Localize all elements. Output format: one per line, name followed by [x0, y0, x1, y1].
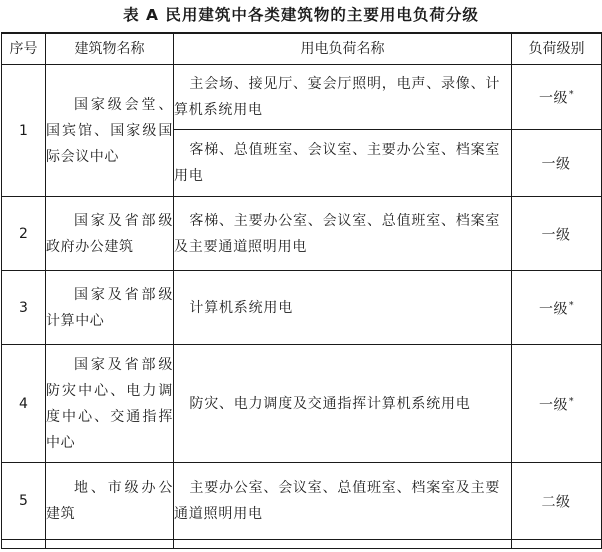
load-name-text: 客梯、总值班室、会议室、主要办公室、档案室用电	[174, 142, 501, 184]
table-row	[2, 271, 602, 345]
load-name	[174, 65, 512, 130]
row-no: 5	[2, 463, 46, 540]
load-name-text: 客梯、主要办公室、会议室、总值班室、档案室及主要通道照明用电	[174, 212, 501, 255]
level-mark: *	[569, 396, 574, 407]
load-level	[512, 65, 602, 130]
load-level-text: 一级	[539, 90, 568, 107]
load-name-text: 计算机系统用电	[189, 299, 293, 316]
load-name	[174, 271, 512, 345]
row-no: 4	[2, 345, 46, 463]
empty-cell	[512, 540, 602, 549]
header-load: 用电负荷名称	[174, 33, 512, 65]
table-row	[2, 65, 602, 130]
load-name-text: 主会场、接见厅、宴会厅照明，电声、录像、计算机系统用电	[174, 76, 501, 118]
load-level	[512, 463, 602, 540]
load-level-text: 一级	[541, 227, 571, 244]
table-row	[2, 463, 602, 540]
load-level-text: 二级	[541, 494, 571, 511]
table-caption: 表 A 民用建筑中各类建筑物的主要用电负荷分级	[123, 6, 479, 24]
load-name	[174, 463, 512, 540]
load-level	[512, 345, 602, 463]
level-mark: *	[569, 90, 574, 101]
building-name-text: 国家级会堂、国宾馆、国家级国际会议中心	[46, 96, 173, 165]
header-building: 建筑物名称	[46, 33, 174, 65]
table-row-continued	[2, 540, 602, 549]
load-level	[512, 271, 602, 345]
load-classification-table	[1, 32, 602, 549]
table-row	[2, 197, 602, 271]
row-no: 3	[2, 271, 46, 345]
table-row	[2, 345, 602, 463]
load-level-text: 一级	[539, 397, 568, 414]
building-name	[46, 345, 174, 463]
load-name	[174, 197, 512, 271]
load-name-text: 防灾、电力调度及交通指挥计算机系统用电	[189, 395, 471, 412]
building-name	[46, 65, 174, 197]
load-level-text: 一级	[541, 156, 571, 173]
header-no: 序号	[2, 33, 46, 65]
building-name-text: 地、市级办公建筑	[46, 480, 173, 522]
load-level	[512, 130, 602, 197]
building-name-text: 国家及省部级政府办公建筑	[46, 212, 173, 255]
load-level	[512, 197, 602, 271]
load-name	[174, 345, 512, 463]
empty-cell	[46, 540, 174, 549]
empty-cell	[174, 540, 512, 549]
row-no: 1	[2, 65, 46, 197]
empty-cell	[2, 540, 46, 549]
building-name	[46, 197, 174, 271]
building-name-text: 国家及省部级计算中心	[46, 286, 173, 329]
table-header-row	[2, 33, 602, 65]
load-level-text: 一级	[539, 301, 568, 318]
building-name	[46, 463, 174, 540]
level-mark: *	[569, 300, 574, 311]
building-name-text: 国家及省部级防灾中心、电力调度中心、交通指挥中心	[46, 356, 173, 451]
building-name	[46, 271, 174, 345]
load-name-text: 主要办公室、会议室、总值班室、档案室及主要通道照明用电	[174, 480, 501, 522]
load-name	[174, 130, 512, 197]
row-no: 2	[2, 197, 46, 271]
header-level: 负荷级别	[512, 33, 602, 65]
